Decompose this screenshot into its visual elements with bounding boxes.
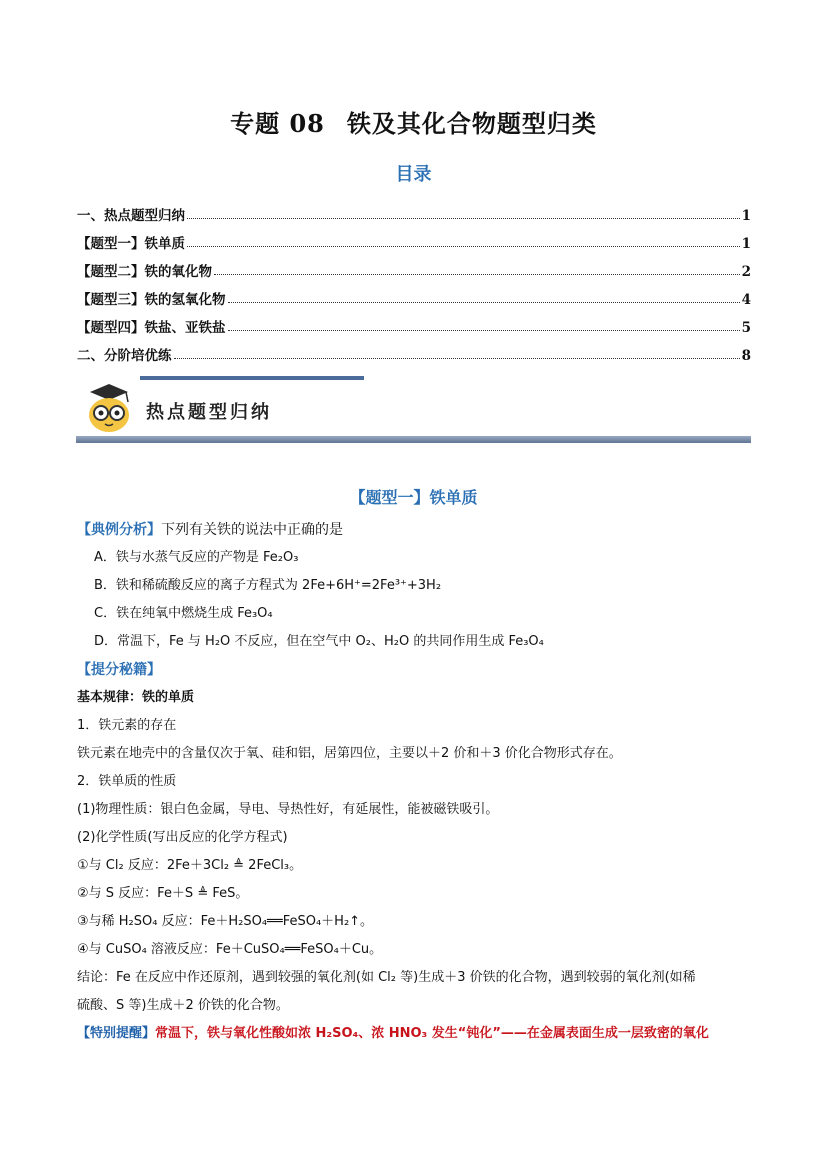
toc-page: 1	[741, 236, 751, 252]
toc-page: 2	[741, 264, 751, 280]
option-a: A．铁与水蒸气反应的产物是 Fe₂O₃	[94, 550, 299, 565]
toc-page: 4	[741, 292, 751, 308]
conclusion-line-2: 硫酸、S 等)生成＋2 价铁的化合物。	[77, 998, 289, 1013]
reminder-tag: 【特别提醒】	[77, 1026, 156, 1041]
section-title: 【题型一】铁单质	[349, 488, 478, 507]
paragraph-1: 铁元素在地壳中的含量仅次于氧、硅和铝，居第四位，主要以＋2 价和＋3 价化合物形式存在。	[77, 746, 622, 761]
main-content	[77, 516, 757, 1048]
paragraph-2: (1)物理性质：银白色金属，导电、导热性好，有延展性，能被磁铁吸引。	[77, 802, 499, 817]
paragraph-3: (2)化学性质(写出反应的化学方程式)	[77, 830, 288, 845]
table-of-contents	[77, 196, 751, 364]
reaction-3: ③与稀 H₂SO₄ 反应：Fe＋H₂SO₄══FeSO₄＋H₂↑。	[77, 914, 374, 929]
toc-label: 二、分阶培优练	[77, 348, 172, 364]
section-banner	[76, 372, 751, 446]
toc-row[interactable]	[77, 308, 751, 336]
toc-row[interactable]	[77, 252, 751, 280]
toc-label: 【题型三】铁的氢氧化物	[77, 292, 226, 308]
tips-heading	[77, 656, 757, 684]
toc-page: 5	[741, 320, 751, 336]
toc-row[interactable]	[77, 280, 751, 308]
reaction-2: ②与 S 反应：Fe＋S ≜ FeS。	[77, 886, 249, 901]
banner-top-line	[140, 376, 364, 380]
example-tag: 【典例分析】	[77, 522, 161, 538]
toc-label: 【题型一】铁单质	[77, 236, 185, 252]
reaction-4: ④与 CuSO₄ 溶液反应：Fe＋CuSO₄══FeSO₄＋Cu。	[77, 942, 383, 957]
rule-title: 基本规律：铁的单质	[77, 690, 195, 705]
subheading-2: 2．铁单质的性质	[77, 774, 177, 789]
toc-label: 【题型二】铁的氧化物	[77, 264, 212, 280]
owl-mascot-icon	[82, 380, 136, 434]
conclusion-line-1: 结论：Fe 在反应中作还原剂，遇到较强的氧化剂(如 Cl₂ 等)生成＋3 价铁的化合物，遇到较弱的氧化剂(如稀	[77, 970, 696, 985]
banner-label: 热点题型归纳	[146, 402, 272, 423]
subheading-1: 1．铁元素的存在	[77, 718, 177, 733]
banner-bottom-bar	[76, 436, 751, 443]
toc-row[interactable]	[77, 224, 751, 252]
page-title	[0, 104, 827, 139]
example-question	[77, 516, 757, 544]
title-topic-name: 铁及其化合物题型归类	[346, 109, 597, 138]
tips-tag: 【提分秘籍】	[77, 662, 161, 678]
reaction-1: ①与 Cl₂ 反应：2Fe＋3Cl₂ ≜ 2FeCl₃。	[77, 858, 303, 873]
toc-label: 【题型四】铁盐、亚铁盐	[77, 320, 226, 336]
option-d: D．常温下，Fe 与 H₂O 不反应，但在空气中 O₂、H₂O 的共同作用生成 Fe₃O₄	[94, 634, 544, 649]
reminder-text: 常温下，铁与氧化性酸如浓 H₂SO₄、浓 HNO₃ 发生“钝化”——在金属表面生成一层致密的氧化	[155, 1026, 709, 1041]
toc-label: 一、热点题型归纳	[77, 208, 185, 224]
toc-page: 1	[741, 208, 751, 224]
option-b: B．铁和稀硫酸反应的离子方程式为 2Fe+6H⁺=2Fe³⁺+3H₂	[94, 578, 442, 593]
special-reminder	[77, 1020, 757, 1048]
option-c: C．铁在纯氧中燃烧生成 Fe₃O₄	[94, 606, 273, 621]
toc-page: 8	[741, 348, 751, 364]
example-question-text: 下列有关铁的说法中正确的是	[161, 522, 343, 538]
toc-heading: 目录	[395, 164, 432, 185]
title-topic-number: 专题 08	[230, 109, 325, 138]
toc-row[interactable]	[77, 196, 751, 224]
toc-row[interactable]	[77, 336, 751, 364]
